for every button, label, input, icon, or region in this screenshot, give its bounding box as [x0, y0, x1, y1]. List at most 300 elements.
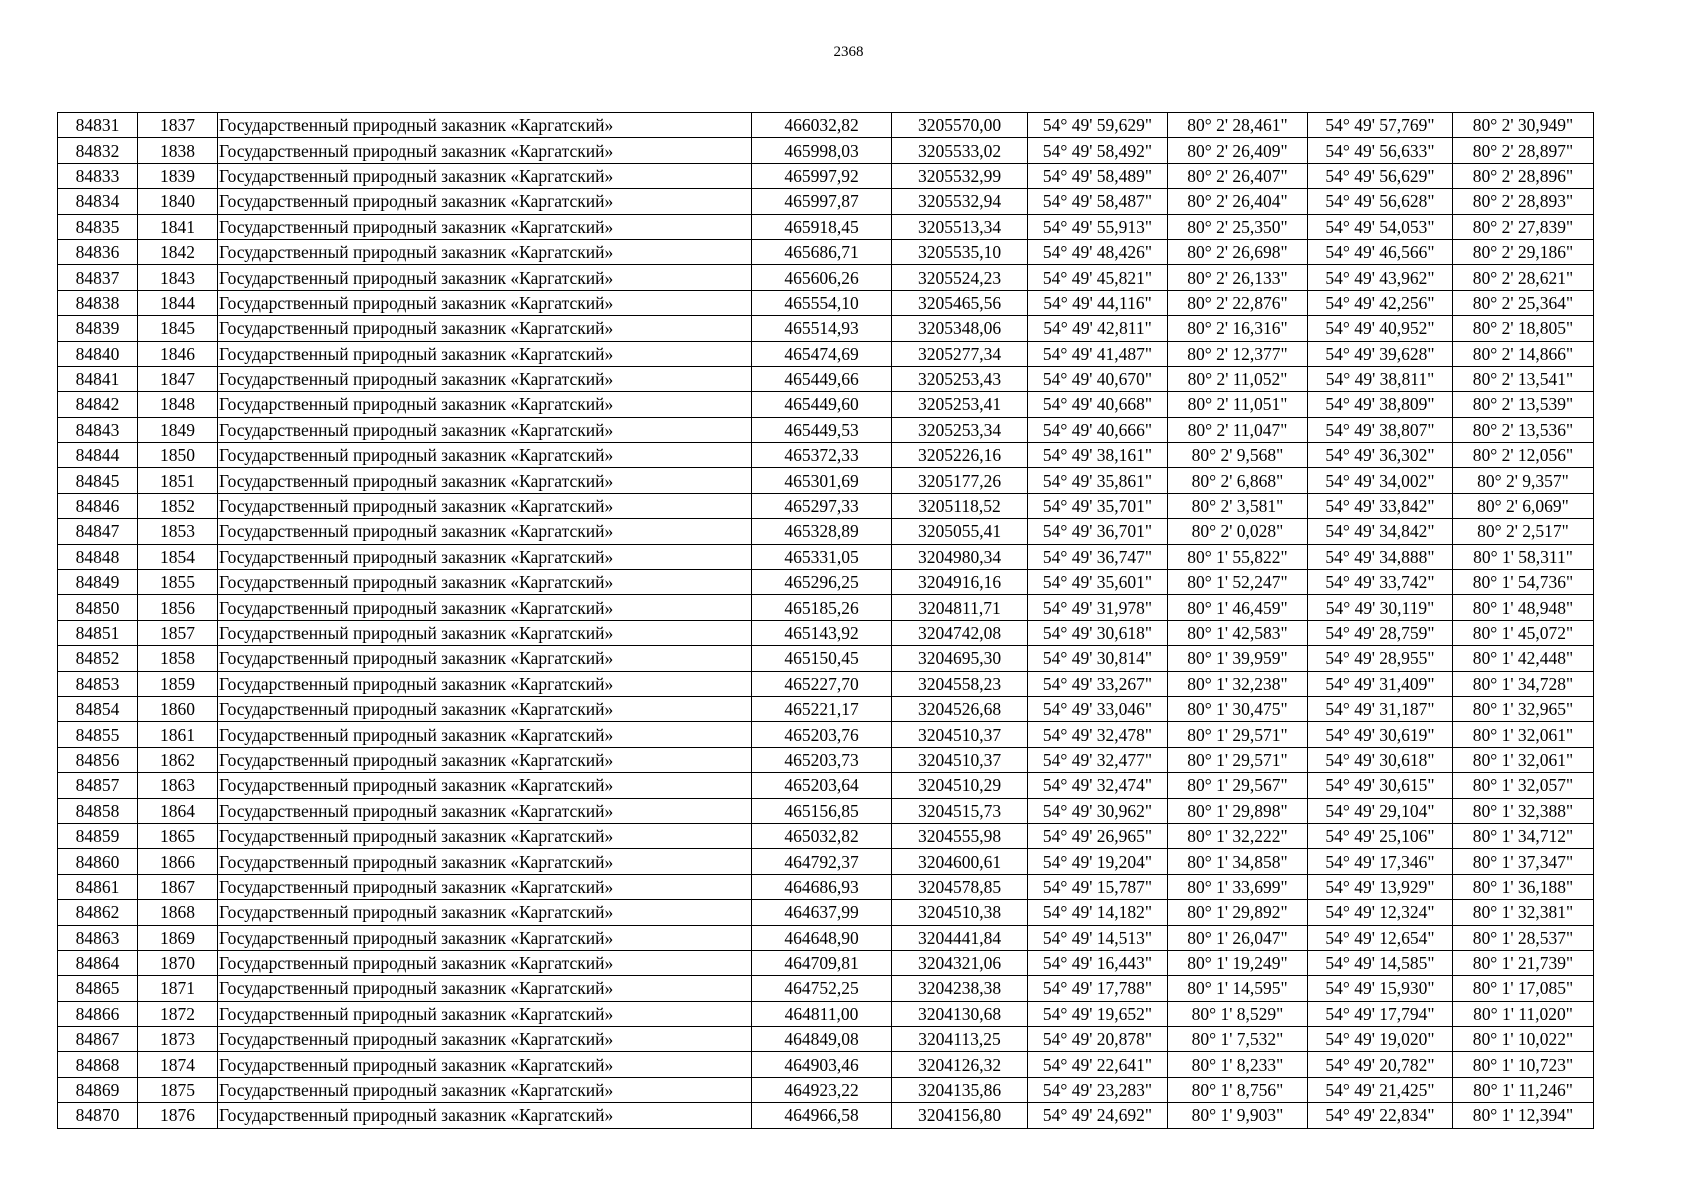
table-row [58, 620, 1594, 645]
latitude-2-cell: 54° 49' 20,782" [1308, 1052, 1453, 1077]
latitude-2-cell: 54° 49' 40,952" [1308, 316, 1453, 341]
latitude-2-cell: 54° 49' 19,020" [1308, 1027, 1453, 1052]
x-coordinate-cell: 464648,90 [752, 925, 892, 950]
latitude-1-cell: 54° 49' 16,443" [1028, 950, 1168, 975]
x-coordinate-cell: 465998,03 [752, 138, 892, 163]
latitude-1-cell: 54° 49' 44,116" [1028, 290, 1168, 315]
latitude-1-cell: 54° 49' 38,161" [1028, 443, 1168, 468]
row-number-cell: 84850 [58, 595, 138, 620]
latitude-2-cell: 54° 49' 54,053" [1308, 214, 1453, 239]
y-coordinate-cell: 3204578,85 [892, 874, 1028, 899]
longitude-2-cell: 80° 2' 13,539" [1453, 392, 1594, 417]
y-coordinate-cell: 3204113,25 [892, 1027, 1028, 1052]
table-row [58, 950, 1594, 975]
table-row [58, 925, 1594, 950]
table-row [58, 722, 1594, 747]
table-row [58, 468, 1594, 493]
latitude-1-cell: 54° 49' 36,747" [1028, 544, 1168, 569]
latitude-1-cell: 54° 49' 14,513" [1028, 925, 1168, 950]
point-number-cell: 1865 [138, 823, 218, 848]
point-number-cell: 1843 [138, 265, 218, 290]
latitude-2-cell: 54° 49' 38,807" [1308, 417, 1453, 442]
x-coordinate-cell: 465203,64 [752, 773, 892, 798]
y-coordinate-cell: 3205532,94 [892, 189, 1028, 214]
longitude-2-cell: 80° 1' 32,061" [1453, 747, 1594, 772]
latitude-2-cell: 54° 49' 34,002" [1308, 468, 1453, 493]
latitude-2-cell: 54° 49' 30,619" [1308, 722, 1453, 747]
point-number-cell: 1850 [138, 443, 218, 468]
row-number-cell: 84847 [58, 519, 138, 544]
point-number-cell: 1870 [138, 950, 218, 975]
row-number-cell: 84849 [58, 570, 138, 595]
table-row [58, 1027, 1594, 1052]
point-number-cell: 1848 [138, 392, 218, 417]
x-coordinate-cell: 465474,69 [752, 341, 892, 366]
longitude-2-cell: 80° 1' 32,388" [1453, 798, 1594, 823]
longitude-2-cell: 80° 1' 32,057" [1453, 773, 1594, 798]
longitude-1-cell: 80° 2' 26,133" [1168, 265, 1308, 290]
latitude-1-cell: 54° 49' 32,478" [1028, 722, 1168, 747]
longitude-2-cell: 80° 2' 28,621" [1453, 265, 1594, 290]
object-name-cell: Государственный природный заказник «Каргатский» [218, 1077, 752, 1102]
row-number-cell: 84835 [58, 214, 138, 239]
x-coordinate-cell: 464709,81 [752, 950, 892, 975]
table-row [58, 900, 1594, 925]
y-coordinate-cell: 3204321,06 [892, 950, 1028, 975]
longitude-1-cell: 80° 1' 55,822" [1168, 544, 1308, 569]
x-coordinate-cell: 464811,00 [752, 1001, 892, 1026]
latitude-1-cell: 54° 49' 31,978" [1028, 595, 1168, 620]
table-row [58, 671, 1594, 696]
object-name-cell: Государственный природный заказник «Каргатский» [218, 1027, 752, 1052]
row-number-cell: 84839 [58, 316, 138, 341]
latitude-1-cell: 54° 49' 30,814" [1028, 646, 1168, 671]
latitude-1-cell: 54° 49' 30,962" [1028, 798, 1168, 823]
table-row [58, 341, 1594, 366]
object-name-cell: Государственный природный заказник «Каргатский» [218, 671, 752, 696]
latitude-1-cell: 54° 49' 24,692" [1028, 1103, 1168, 1128]
y-coordinate-cell: 3204126,32 [892, 1052, 1028, 1077]
page-number: 2368 [833, 44, 864, 60]
longitude-1-cell: 80° 1' 9,903" [1168, 1103, 1308, 1128]
longitude-2-cell: 80° 2' 13,541" [1453, 366, 1594, 391]
object-name-cell: Государственный природный заказник «Каргатский» [218, 798, 752, 823]
point-number-cell: 1875 [138, 1077, 218, 1102]
latitude-1-cell: 54° 49' 35,861" [1028, 468, 1168, 493]
x-coordinate-cell: 465032,82 [752, 823, 892, 848]
longitude-2-cell: 80° 2' 14,866" [1453, 341, 1594, 366]
longitude-1-cell: 80° 1' 29,571" [1168, 747, 1308, 772]
y-coordinate-cell: 3205570,00 [892, 113, 1028, 138]
row-number-cell: 84831 [58, 113, 138, 138]
point-number-cell: 1839 [138, 163, 218, 188]
longitude-1-cell: 80° 1' 33,699" [1168, 874, 1308, 899]
table-row [58, 214, 1594, 239]
latitude-2-cell: 54° 49' 33,842" [1308, 493, 1453, 518]
object-name-cell: Государственный природный заказник «Каргатский» [218, 900, 752, 925]
longitude-2-cell: 80° 1' 37,347" [1453, 849, 1594, 874]
row-number-cell: 84838 [58, 290, 138, 315]
row-number-cell: 84868 [58, 1052, 138, 1077]
longitude-2-cell: 80° 2' 28,896" [1453, 163, 1594, 188]
x-coordinate-cell: 464849,08 [752, 1027, 892, 1052]
longitude-1-cell: 80° 1' 29,892" [1168, 900, 1308, 925]
y-coordinate-cell: 3204811,71 [892, 595, 1028, 620]
table-row [58, 544, 1594, 569]
row-number-cell: 84840 [58, 341, 138, 366]
x-coordinate-cell: 465156,85 [752, 798, 892, 823]
longitude-2-cell: 80° 1' 32,061" [1453, 722, 1594, 747]
x-coordinate-cell: 465296,25 [752, 570, 892, 595]
object-name-cell: Государственный природный заказник «Каргатский» [218, 417, 752, 442]
latitude-1-cell: 54° 49' 20,878" [1028, 1027, 1168, 1052]
point-number-cell: 1847 [138, 366, 218, 391]
latitude-1-cell: 54° 49' 35,701" [1028, 493, 1168, 518]
table-row [58, 392, 1594, 417]
point-number-cell: 1845 [138, 316, 218, 341]
latitude-1-cell: 54° 49' 55,913" [1028, 214, 1168, 239]
latitude-1-cell: 54° 49' 14,182" [1028, 900, 1168, 925]
x-coordinate-cell: 465185,26 [752, 595, 892, 620]
latitude-2-cell: 54° 49' 22,834" [1308, 1103, 1453, 1128]
object-name-cell: Государственный природный заказник «Каргатский» [218, 747, 752, 772]
latitude-2-cell: 54° 49' 38,811" [1308, 366, 1453, 391]
x-coordinate-cell: 464923,22 [752, 1077, 892, 1102]
object-name-cell: Государственный природный заказник «Каргатский» [218, 950, 752, 975]
latitude-2-cell: 54° 49' 30,618" [1308, 747, 1453, 772]
longitude-1-cell: 80° 2' 6,868" [1168, 468, 1308, 493]
longitude-2-cell: 80° 1' 10,022" [1453, 1027, 1594, 1052]
x-coordinate-cell: 465997,87 [752, 189, 892, 214]
y-coordinate-cell: 3204600,61 [892, 849, 1028, 874]
y-coordinate-cell: 3204130,68 [892, 1001, 1028, 1026]
y-coordinate-cell: 3205253,43 [892, 366, 1028, 391]
point-number-cell: 1857 [138, 620, 218, 645]
latitude-1-cell: 54° 49' 19,204" [1028, 849, 1168, 874]
longitude-1-cell: 80° 1' 8,233" [1168, 1052, 1308, 1077]
y-coordinate-cell: 3204695,30 [892, 646, 1028, 671]
longitude-1-cell: 80° 2' 26,404" [1168, 189, 1308, 214]
y-coordinate-cell: 3205348,06 [892, 316, 1028, 341]
latitude-2-cell: 54° 49' 34,888" [1308, 544, 1453, 569]
point-number-cell: 1837 [138, 113, 218, 138]
x-coordinate-cell: 465606,26 [752, 265, 892, 290]
object-name-cell: Государственный природный заказник «Каргатский» [218, 646, 752, 671]
x-coordinate-cell: 465203,73 [752, 747, 892, 772]
row-number-cell: 84833 [58, 163, 138, 188]
latitude-2-cell: 54° 49' 39,628" [1308, 341, 1453, 366]
latitude-1-cell: 54° 49' 19,652" [1028, 1001, 1168, 1026]
object-name-cell: Государственный природный заказник «Каргатский» [218, 316, 752, 341]
row-number-cell: 84836 [58, 239, 138, 264]
row-number-cell: 84866 [58, 1001, 138, 1026]
latitude-1-cell: 54° 49' 33,046" [1028, 696, 1168, 721]
longitude-2-cell: 80° 2' 27,839" [1453, 214, 1594, 239]
longitude-1-cell: 80° 1' 30,475" [1168, 696, 1308, 721]
table-row [58, 519, 1594, 544]
row-number-cell: 84854 [58, 696, 138, 721]
longitude-1-cell: 80° 1' 32,222" [1168, 823, 1308, 848]
table-row [58, 265, 1594, 290]
longitude-1-cell: 80° 2' 25,350" [1168, 214, 1308, 239]
row-number-cell: 84865 [58, 976, 138, 1001]
latitude-2-cell: 54° 49' 21,425" [1308, 1077, 1453, 1102]
row-number-cell: 84841 [58, 366, 138, 391]
y-coordinate-cell: 3204510,37 [892, 722, 1028, 747]
longitude-1-cell: 80° 1' 46,459" [1168, 595, 1308, 620]
latitude-1-cell: 54° 49' 48,426" [1028, 239, 1168, 264]
longitude-1-cell: 80° 2' 11,051" [1168, 392, 1308, 417]
latitude-2-cell: 54° 49' 29,104" [1308, 798, 1453, 823]
object-name-cell: Государственный природный заказник «Каргатский» [218, 976, 752, 1001]
longitude-2-cell: 80° 2' 28,897" [1453, 138, 1594, 163]
y-coordinate-cell: 3205465,56 [892, 290, 1028, 315]
object-name-cell: Государственный природный заказник «Каргатский» [218, 239, 752, 264]
table-row [58, 646, 1594, 671]
x-coordinate-cell: 465449,60 [752, 392, 892, 417]
table-row [58, 747, 1594, 772]
table-row [58, 570, 1594, 595]
latitude-2-cell: 54° 49' 43,962" [1308, 265, 1453, 290]
longitude-1-cell: 80° 2' 0,028" [1168, 519, 1308, 544]
table-row [58, 163, 1594, 188]
latitude-1-cell: 54° 49' 41,487" [1028, 341, 1168, 366]
object-name-cell: Государственный природный заказник «Каргатский» [218, 620, 752, 645]
point-number-cell: 1840 [138, 189, 218, 214]
row-number-cell: 84861 [58, 874, 138, 899]
latitude-2-cell: 54° 49' 42,256" [1308, 290, 1453, 315]
longitude-1-cell: 80° 1' 19,249" [1168, 950, 1308, 975]
table-row [58, 113, 1594, 138]
table-row [58, 138, 1594, 163]
x-coordinate-cell: 465150,45 [752, 646, 892, 671]
point-number-cell: 1853 [138, 519, 218, 544]
table-row [58, 823, 1594, 848]
latitude-1-cell: 54° 49' 26,965" [1028, 823, 1168, 848]
object-name-cell: Государственный природный заказник «Каргатский» [218, 290, 752, 315]
object-name-cell: Государственный природный заказник «Каргатский» [218, 366, 752, 391]
table-row [58, 595, 1594, 620]
table-row [58, 1077, 1594, 1102]
x-coordinate-cell: 465372,33 [752, 443, 892, 468]
row-number-cell: 84864 [58, 950, 138, 975]
x-coordinate-cell: 465297,33 [752, 493, 892, 518]
longitude-1-cell: 80° 1' 29,898" [1168, 798, 1308, 823]
y-coordinate-cell: 3205277,34 [892, 341, 1028, 366]
row-number-cell: 84852 [58, 646, 138, 671]
y-coordinate-cell: 3205535,10 [892, 239, 1028, 264]
longitude-1-cell: 80° 1' 34,858" [1168, 849, 1308, 874]
row-number-cell: 84832 [58, 138, 138, 163]
row-number-cell: 84853 [58, 671, 138, 696]
longitude-2-cell: 80° 1' 32,381" [1453, 900, 1594, 925]
x-coordinate-cell: 465331,05 [752, 544, 892, 569]
object-name-cell: Государственный природный заказник «Каргатский» [218, 773, 752, 798]
longitude-2-cell: 80° 1' 48,948" [1453, 595, 1594, 620]
row-number-cell: 84859 [58, 823, 138, 848]
longitude-1-cell: 80° 1' 52,247" [1168, 570, 1308, 595]
x-coordinate-cell: 465449,53 [752, 417, 892, 442]
x-coordinate-cell: 465514,93 [752, 316, 892, 341]
table-row [58, 290, 1594, 315]
longitude-1-cell: 80° 2' 28,461" [1168, 113, 1308, 138]
x-coordinate-cell: 465328,89 [752, 519, 892, 544]
longitude-2-cell: 80° 1' 54,736" [1453, 570, 1594, 595]
latitude-2-cell: 54° 49' 31,187" [1308, 696, 1453, 721]
x-coordinate-cell: 465918,45 [752, 214, 892, 239]
point-number-cell: 1873 [138, 1027, 218, 1052]
point-number-cell: 1874 [138, 1052, 218, 1077]
latitude-1-cell: 54° 49' 45,821" [1028, 265, 1168, 290]
latitude-1-cell: 54° 49' 22,641" [1028, 1052, 1168, 1077]
x-coordinate-cell: 464903,46 [752, 1052, 892, 1077]
point-number-cell: 1868 [138, 900, 218, 925]
longitude-2-cell: 80° 2' 29,186" [1453, 239, 1594, 264]
point-number-cell: 1860 [138, 696, 218, 721]
object-name-cell: Государственный природный заказник «Каргатский» [218, 468, 752, 493]
table-row [58, 1001, 1594, 1026]
y-coordinate-cell: 3204238,38 [892, 976, 1028, 1001]
point-number-cell: 1872 [138, 1001, 218, 1026]
point-number-cell: 1841 [138, 214, 218, 239]
longitude-1-cell: 80° 2' 22,876" [1168, 290, 1308, 315]
y-coordinate-cell: 3204156,80 [892, 1103, 1028, 1128]
longitude-1-cell: 80° 2' 9,568" [1168, 443, 1308, 468]
x-coordinate-cell: 464637,99 [752, 900, 892, 925]
x-coordinate-cell: 465227,70 [752, 671, 892, 696]
y-coordinate-cell: 3204916,16 [892, 570, 1028, 595]
y-coordinate-cell: 3204135,86 [892, 1077, 1028, 1102]
point-number-cell: 1855 [138, 570, 218, 595]
longitude-2-cell: 80° 1' 58,311" [1453, 544, 1594, 569]
object-name-cell: Государственный природный заказник «Каргатский» [218, 823, 752, 848]
row-number-cell: 84858 [58, 798, 138, 823]
latitude-1-cell: 54° 49' 40,666" [1028, 417, 1168, 442]
y-coordinate-cell: 3205533,02 [892, 138, 1028, 163]
x-coordinate-cell: 465554,10 [752, 290, 892, 315]
longitude-1-cell: 80° 1' 26,047" [1168, 925, 1308, 950]
table-row [58, 417, 1594, 442]
table-row [58, 1052, 1594, 1077]
latitude-2-cell: 54° 49' 17,794" [1308, 1001, 1453, 1026]
longitude-2-cell: 80° 2' 6,069" [1453, 493, 1594, 518]
object-name-cell: Государственный природный заказник «Каргатский» [218, 722, 752, 747]
row-number-cell: 84844 [58, 443, 138, 468]
row-number-cell: 84867 [58, 1027, 138, 1052]
row-number-cell: 84855 [58, 722, 138, 747]
y-coordinate-cell: 3205513,34 [892, 214, 1028, 239]
row-number-cell: 84856 [58, 747, 138, 772]
x-coordinate-cell: 464686,93 [752, 874, 892, 899]
latitude-1-cell: 54° 49' 36,701" [1028, 519, 1168, 544]
latitude-1-cell: 54° 49' 17,788" [1028, 976, 1168, 1001]
table-body [58, 113, 1594, 1129]
object-name-cell: Государственный природный заказник «Каргатский» [218, 443, 752, 468]
point-number-cell: 1851 [138, 468, 218, 493]
longitude-1-cell: 80° 2' 26,698" [1168, 239, 1308, 264]
longitude-2-cell: 80° 1' 34,728" [1453, 671, 1594, 696]
latitude-2-cell: 54° 49' 56,629" [1308, 163, 1453, 188]
table-row [58, 773, 1594, 798]
point-number-cell: 1866 [138, 849, 218, 874]
table-row [58, 1103, 1594, 1128]
object-name-cell: Государственный природный заказник «Каргатский» [218, 519, 752, 544]
table-row [58, 493, 1594, 518]
table-row [58, 366, 1594, 391]
y-coordinate-cell: 3205118,52 [892, 493, 1028, 518]
point-number-cell: 1867 [138, 874, 218, 899]
table-row [58, 849, 1594, 874]
latitude-2-cell: 54° 49' 13,929" [1308, 874, 1453, 899]
latitude-1-cell: 54° 49' 58,487" [1028, 189, 1168, 214]
table-row [58, 696, 1594, 721]
object-name-cell: Государственный природный заказник «Каргатский» [218, 493, 752, 518]
latitude-1-cell: 54° 49' 40,668" [1028, 392, 1168, 417]
object-name-cell: Государственный природный заказник «Каргатский» [218, 696, 752, 721]
latitude-2-cell: 54° 49' 38,809" [1308, 392, 1453, 417]
longitude-2-cell: 80° 1' 21,739" [1453, 950, 1594, 975]
table-row [58, 443, 1594, 468]
object-name-cell: Государственный природный заказник «Каргатский» [218, 925, 752, 950]
point-number-cell: 1854 [138, 544, 218, 569]
latitude-2-cell: 54° 49' 17,346" [1308, 849, 1453, 874]
y-coordinate-cell: 3204526,68 [892, 696, 1028, 721]
longitude-2-cell: 80° 2' 25,364" [1453, 290, 1594, 315]
longitude-1-cell: 80° 1' 8,529" [1168, 1001, 1308, 1026]
longitude-1-cell: 80° 1' 29,571" [1168, 722, 1308, 747]
latitude-2-cell: 54° 49' 57,769" [1308, 113, 1453, 138]
longitude-1-cell: 80° 2' 12,377" [1168, 341, 1308, 366]
point-number-cell: 1856 [138, 595, 218, 620]
latitude-2-cell: 54° 49' 46,566" [1308, 239, 1453, 264]
longitude-1-cell: 80° 2' 16,316" [1168, 316, 1308, 341]
y-coordinate-cell: 3204515,73 [892, 798, 1028, 823]
latitude-1-cell: 54° 49' 58,492" [1028, 138, 1168, 163]
x-coordinate-cell: 465203,76 [752, 722, 892, 747]
y-coordinate-cell: 3205253,34 [892, 417, 1028, 442]
object-name-cell: Государственный природный заказник «Каргатский» [218, 595, 752, 620]
row-number-cell: 84857 [58, 773, 138, 798]
latitude-2-cell: 54° 49' 30,119" [1308, 595, 1453, 620]
longitude-2-cell: 80° 1' 42,448" [1453, 646, 1594, 671]
x-coordinate-cell: 465301,69 [752, 468, 892, 493]
y-coordinate-cell: 3204510,29 [892, 773, 1028, 798]
longitude-2-cell: 80° 1' 11,020" [1453, 1001, 1594, 1026]
latitude-1-cell: 54° 49' 42,811" [1028, 316, 1168, 341]
latitude-1-cell: 54° 49' 35,601" [1028, 570, 1168, 595]
table-row [58, 189, 1594, 214]
longitude-2-cell: 80° 2' 12,056" [1453, 443, 1594, 468]
longitude-2-cell: 80° 2' 28,893" [1453, 189, 1594, 214]
y-coordinate-cell: 3204980,34 [892, 544, 1028, 569]
table-row [58, 976, 1594, 1001]
point-number-cell: 1859 [138, 671, 218, 696]
longitude-1-cell: 80° 1' 32,238" [1168, 671, 1308, 696]
longitude-1-cell: 80° 1' 42,583" [1168, 620, 1308, 645]
latitude-2-cell: 54° 49' 34,842" [1308, 519, 1453, 544]
latitude-2-cell: 54° 49' 56,633" [1308, 138, 1453, 163]
x-coordinate-cell: 464752,25 [752, 976, 892, 1001]
y-coordinate-cell: 3205055,41 [892, 519, 1028, 544]
point-number-cell: 1849 [138, 417, 218, 442]
coordinates-table [57, 112, 1594, 1129]
object-name-cell: Государственный природный заказник «Каргатский» [218, 874, 752, 899]
point-number-cell: 1858 [138, 646, 218, 671]
row-number-cell: 84845 [58, 468, 138, 493]
object-name-cell: Государственный природный заказник «Каргатский» [218, 1052, 752, 1077]
row-number-cell: 84851 [58, 620, 138, 645]
longitude-2-cell: 80° 1' 32,965" [1453, 696, 1594, 721]
